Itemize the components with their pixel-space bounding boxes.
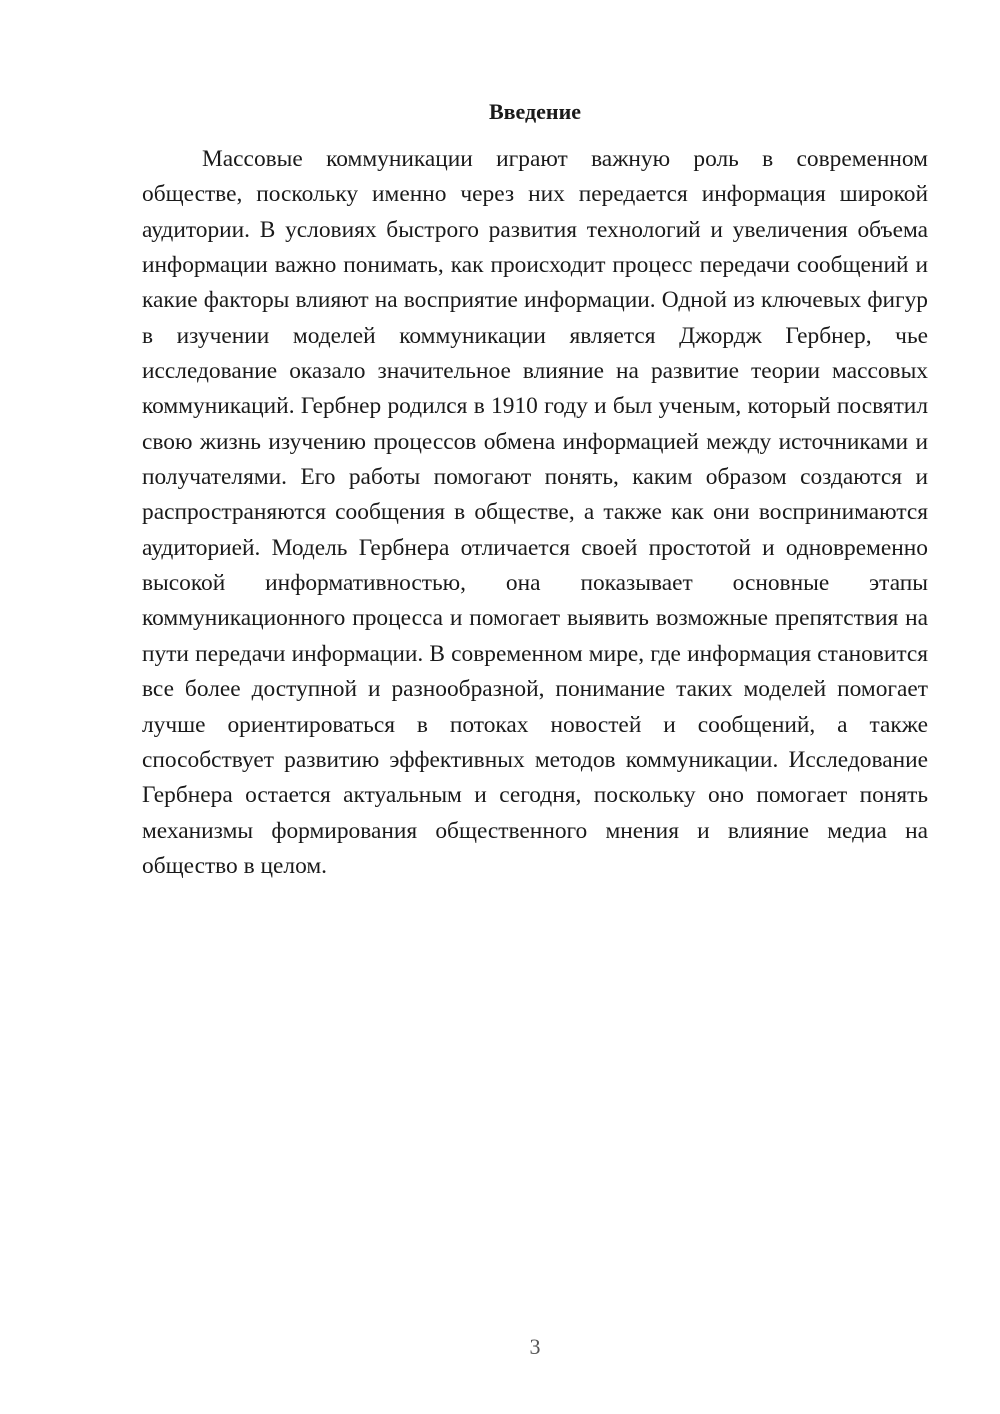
body-paragraph: Массовые коммуникации играют важную роль в современном обществе, поскольку именно через них передается информация широкой аудитории. В условиях быстрого развития технологий и увеличения объема информации важно понимать, как происходит процесс передачи сообщений и какие факторы влияют на восприятие информации. Одной из ключевых фигур в изучении моделей коммуникации является Джордж Гербнер, чье исследование оказало значительное влияние на развитие теории массовых коммуникаций. Гербнер родился в 1910 году и был ученым, который посвятил свою жизнь изучению процессов обмена информацией между источниками и получателями. Его работы помогают понять, каким образом создаются и распространяются сообщения в обществе, а также как они воспринимаются аудиторией. Модель Гербнера отличается своей простотой и одновременно высокой информативностью, она показывает основные этапы коммуникационного процесса и помогает выявить возможные препятствия на пути передачи информации. В современном мире, где информация становится все более доступной и разнообразной, понимание таких моделей помогает лучше ориентироваться в потоках новостей и сообщений, а также способствует развитию эффективных методов коммуникации. Исследование Гербнера остается актуальным и сегодня, поскольку оно помогает понять механизмы формирования общественного мнения и влияние медиа на общество в целом. xyxy=(142,146,928,879)
page-number: 3 xyxy=(529,1334,541,1359)
section-title: Введение xyxy=(488,99,582,124)
